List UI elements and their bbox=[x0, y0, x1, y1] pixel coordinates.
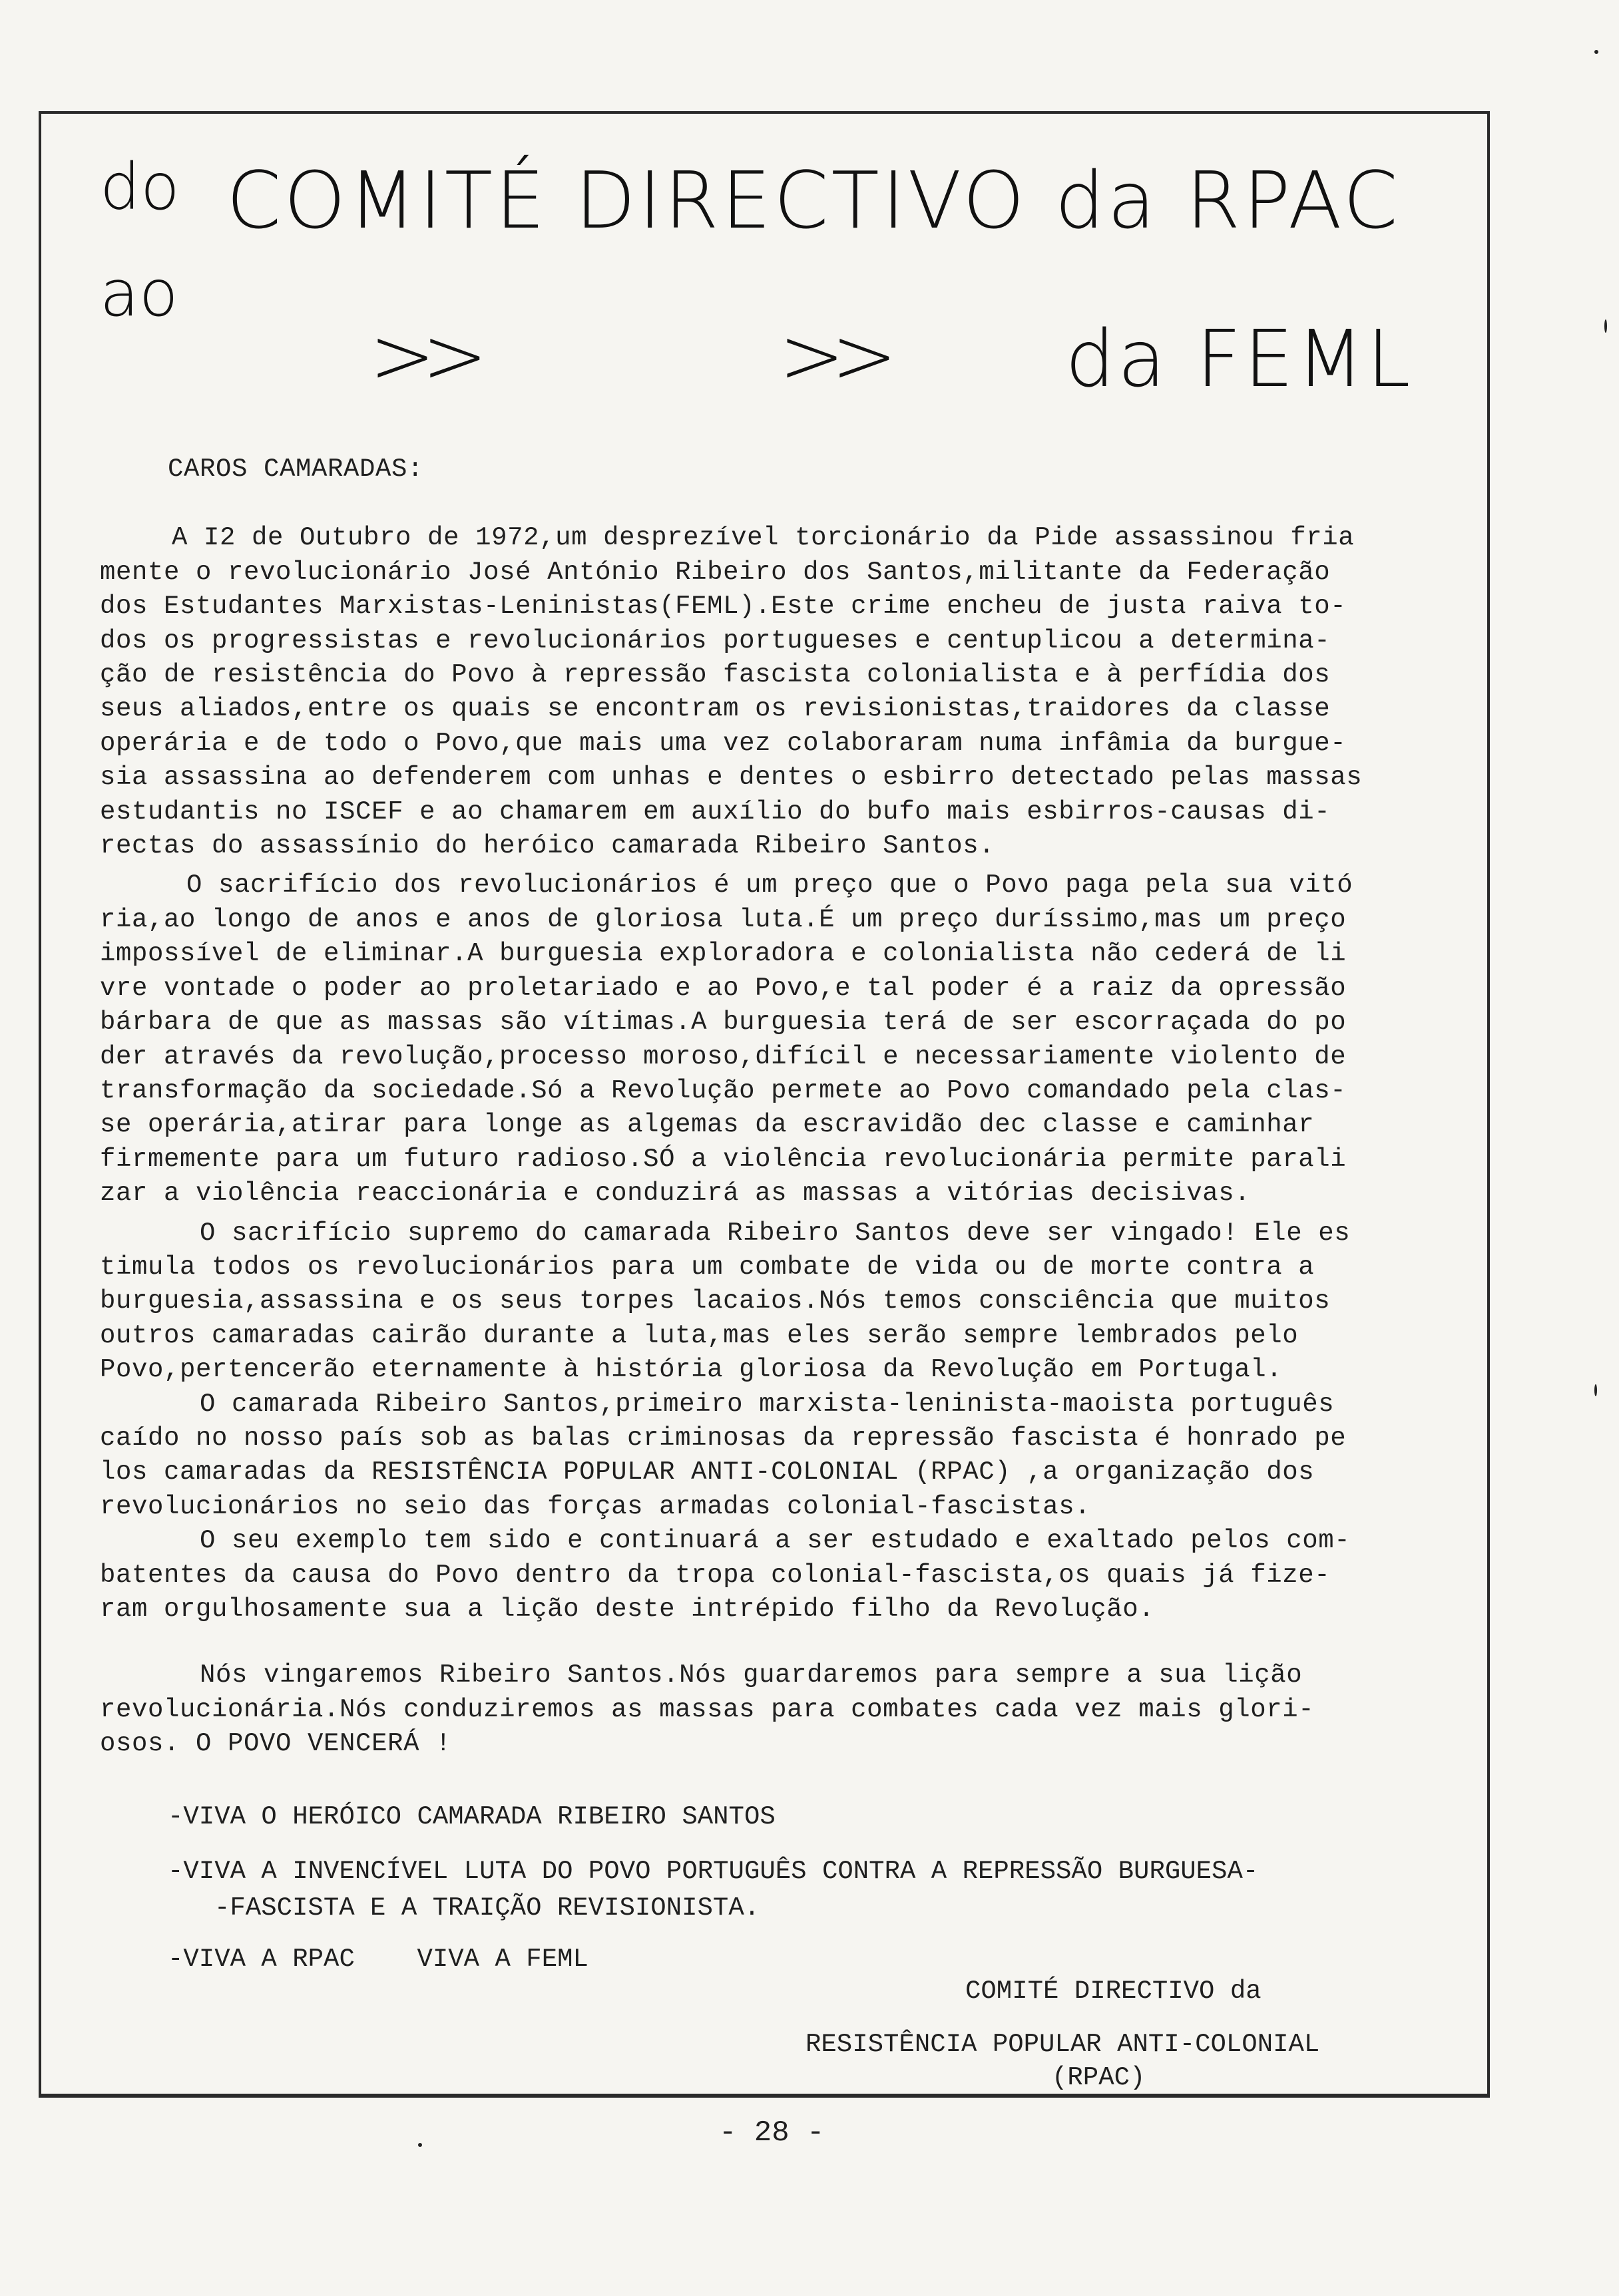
p1-line-1: A I2 de Outubro de 1972,um desprezível torcionário da Pide assassinou fria bbox=[172, 523, 1355, 553]
p5-line-2: batentes da causa do Povo dentro da tropa colonial-fascista,os quais já fize- bbox=[100, 1560, 1331, 1590]
ditto-mark-right: >> bbox=[779, 309, 884, 401]
p1-line-2: mente o revolucionário José António Ribeiro dos Santos,militante da Federação bbox=[100, 557, 1331, 587]
scan-speck bbox=[418, 2143, 422, 2147]
p2-line-5: bárbara de que as massas são vítimas.A burguesia terá de ser escorraçada do po bbox=[100, 1008, 1347, 1038]
p1-line-3: dos Estudantes Marxistas-Leninistas(FEML).Este crime encheu de justa raiva to- bbox=[100, 592, 1347, 622]
p2-line-10: zar a violência reaccionária e conduzirá as massas a vitórias decisivas. bbox=[100, 1179, 1251, 1209]
header-prefix-do: do bbox=[100, 150, 180, 224]
header-suffix-feml: da FEML bbox=[1065, 313, 1413, 405]
page-number: - 28 - bbox=[719, 2116, 825, 2150]
p2-line-1: O sacrifício dos revolucionários é um preço que o Povo paga pela sua vitó bbox=[186, 870, 1353, 900]
scan-speck bbox=[1594, 50, 1598, 54]
p5-line-3: ram orgulhosamente sua a lição deste intrépido filho da Revolução. bbox=[100, 1595, 1155, 1624]
p2-line-7: transformação da sociedade.Só a Revolução permete ao Povo comandado pela clas- bbox=[100, 1075, 1347, 1105]
p5-line-1: O seu exemplo tem sido e continuará a ser estudado e exaltado pelos com- bbox=[200, 1526, 1351, 1556]
p2-line-8: se operária,atirar para longe as algemas da escravidão dec classe e caminhar bbox=[100, 1110, 1315, 1140]
p6-line-2: revolucionária.Nós conduziremos as massas para combates cada vez mais glori- bbox=[100, 1694, 1315, 1724]
letter-body bbox=[100, 453, 1458, 1762]
p1-line-7: operária e de todo o Povo,que mais uma vez colaboraram numa infâmia da burgue- bbox=[100, 728, 1347, 758]
slogan-viva-1: -VIVA O HERÓICO CAMARADA RIBEIRO SANTOS bbox=[168, 1802, 776, 1831]
p6-line-1: Nós vingaremos Ribeiro Santos.Nós guardaremos para sempre a sua lição bbox=[200, 1660, 1303, 1690]
scan-speck bbox=[1604, 319, 1607, 333]
signature-line-1: COMITÉ DIRECTIVO da bbox=[965, 1977, 1262, 2006]
slogan-viva-3: -VIVA A RPAC VIVA A FEML bbox=[168, 1945, 588, 1974]
signature-line-2: RESISTÊNCIA POPULAR ANTI-COLONIAL bbox=[806, 2030, 1320, 2059]
p3-line-5: Povo,pertencerão eternamente à história gloriosa da Revolução em Portugal. bbox=[100, 1355, 1283, 1385]
p1-line-5: ção de resistência do Povo à repressão fascista colonialista e à perfídia dos bbox=[100, 660, 1331, 690]
p1-line-6: seus aliados,entre os quais se encontram os revisionistas,traidores da classe bbox=[100, 694, 1331, 724]
p4-line-4: revolucionários no seio das forças armadas colonial-fascistas. bbox=[100, 1491, 1091, 1521]
p3-line-2: timula todos os revolucionários para um combate de vida ou de morte contra a bbox=[100, 1252, 1315, 1282]
p1-line-9: estudantis no ISCEF e ao chamarem em auxílio do bufo mais esbirros-causas di- bbox=[100, 797, 1331, 827]
p1-line-8: sia assassina ao defenderem com unhas e dentes o esbirro detectado pelas massas bbox=[100, 763, 1363, 793]
p2-line-9: firmemente para um futuro radioso.SÓ a violência revolucionária permite parali bbox=[100, 1144, 1347, 1174]
p1-line-10: rectas do assassínio do heróico camarada Ribeiro Santos. bbox=[100, 831, 995, 861]
header-title: COMITÉ DIRECTIVO da RPAC bbox=[226, 154, 1401, 246]
p2-line-3: impossível de eliminar.A burguesia exploradora e colonialista não cederá de li bbox=[100, 939, 1347, 969]
salutation: CAROS CAMARADAS: bbox=[168, 455, 424, 484]
p4-line-3: los camaradas da RESISTÊNCIA POPULAR ANTI-COLONIAL (RPAC) ,a organização dos bbox=[100, 1457, 1315, 1487]
p4-line-1: O camarada Ribeiro Santos,primeiro marxista-leninista-maoista português bbox=[200, 1389, 1335, 1419]
p3-line-4: outros camaradas cairão durante a luta,mas eles serão sempre lembrados pelo bbox=[100, 1320, 1299, 1350]
scan-speck bbox=[1594, 1384, 1597, 1396]
slogan-viva-2-line-2: -FASCISTA E A TRAIÇÃO REVISIONISTA. bbox=[214, 1893, 760, 1923]
p2-line-4: vre vontade o poder ao proletariado e ao Povo,e tal poder é a raiz da opressão bbox=[100, 973, 1347, 1003]
p2-line-2: ria,ao longo de anos e anos de gloriosa luta.É um preço duríssimo,mas um preço bbox=[100, 904, 1347, 934]
p6-line-3: osos. O POVO VENCERÁ ! bbox=[100, 1729, 452, 1759]
p4-line-2: caído no nosso país sob as balas criminosas da repressão fascista é honrado pe bbox=[100, 1423, 1347, 1453]
p3-line-1: O sacrifício supremo do camarada Ribeiro Santos deve ser vingado! Ele es bbox=[200, 1218, 1351, 1248]
slogan-viva-2-line-1: -VIVA A INVENCÍVEL LUTA DO POVO PORTUGUÊS CONTRA A REPRESSÃO BURGUESA- bbox=[168, 1857, 1259, 1886]
ditto-mark-left: >> bbox=[369, 309, 475, 401]
signature-line-3: (RPAC) bbox=[1052, 2063, 1146, 2092]
p1-line-4: dos os progressistas e revolucionários portugueses e centuplicou a determina- bbox=[100, 626, 1331, 656]
p3-line-3: burguesia,assassina e os seus torpes lacaios.Nós temos consciência que muitos bbox=[100, 1286, 1331, 1316]
p2-line-6: der através da revolução,processo moroso,difícil e necessariamente violento de bbox=[100, 1042, 1347, 1071]
header-prefix-ao: ao bbox=[100, 256, 178, 331]
